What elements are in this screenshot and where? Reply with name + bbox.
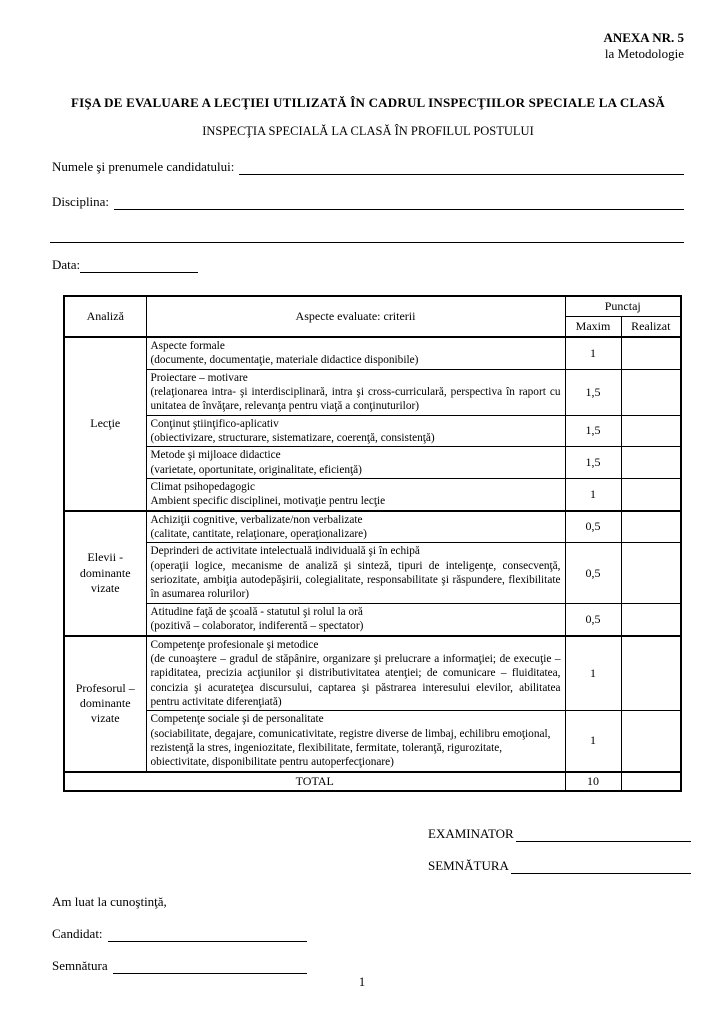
- annex-methodology: la Metodologie: [604, 46, 684, 62]
- achieved-score-cell: [621, 711, 681, 772]
- discipline-blank-line: [114, 195, 684, 210]
- criterion-detail: (operaţii logice, mecanisme de analiză şi sinteză, tipuri de inteligenţe, consecvenţă, seriozitate, ambiţia autodepăşirii, colegialitate, responsabilitate şi răspundere, flexibilitate în asumarea rolurilor): [150, 559, 561, 601]
- criterion-detail: (de cunoaştere – gradul de stăpânire, organizare şi prelucrare a informaţiei; de execuţie – rapiditatea, precizia acţiunilor şi distributivitatea atenţiei; de comunicare – fluiditatea, concizia şi acurateţea discursului, captarea şi păstrarea interesului elevilor, abilitatea pentru activitate diferenţiată): [150, 652, 561, 708]
- header-analysis: Analiză: [64, 296, 146, 337]
- candidate-field: [52, 926, 307, 942]
- candidate-signature-field: [52, 958, 307, 974]
- criterion-detail: (calitate, cantitate, relaţionare, operaţionalizare): [150, 528, 367, 541]
- criteria-cell: [146, 511, 565, 543]
- document-title: FIŞA DE EVALUARE A LECŢIEI UTILIZATĂ ÎN CADRUL INSPECŢIILOR SPECIALE LA CLASĂ: [71, 94, 665, 110]
- group-label-line: dominante: [79, 695, 131, 710]
- group-label-line: Elevii -: [87, 550, 124, 565]
- max-score-cell: 1,5: [565, 447, 621, 479]
- criteria-cell: [146, 337, 565, 369]
- table-header: [64, 296, 681, 337]
- examiner-signature-label: SEMNĂTURA: [428, 857, 509, 873]
- max-score-cell: 0,5: [565, 543, 621, 603]
- max-score-cell: 1,5: [565, 415, 621, 447]
- achieved-score-cell: [621, 511, 681, 543]
- criterion-title: Achiziţii cognitive, verbalizate/non verbalizate: [150, 513, 363, 526]
- discipline-label: Disciplina:: [52, 193, 110, 209]
- criterion-detail: (pozitivă – colaborator, indiferentă – spectator): [150, 620, 364, 633]
- date-blank-line: [80, 258, 198, 273]
- criteria-cell: [146, 369, 565, 415]
- achieved-score-cell: [621, 603, 681, 635]
- table-row: [64, 479, 681, 511]
- criterion-title: Metode şi mijloace didactice: [150, 449, 281, 462]
- examiner-block: [428, 826, 691, 874]
- criteria-cell: [146, 479, 565, 511]
- group-students: [64, 511, 681, 636]
- candidate-name-label: Numele şi prenumele candidatului:: [52, 158, 235, 174]
- examiner-field: [428, 826, 691, 842]
- criteria-cell: [146, 415, 565, 447]
- total-achieved-cell: [621, 772, 681, 791]
- annex-number: ANEXA NR. 5: [603, 30, 684, 45]
- examiner-blank-line: [516, 827, 691, 842]
- criterion-detail: (documente, documentaţie, materiale didactice disponibile): [150, 354, 419, 367]
- criteria-cell: [146, 603, 565, 635]
- group-label-line: vizate: [90, 580, 120, 595]
- criteria-cell: [146, 543, 565, 603]
- criterion-detail: (sociabilitate, degajare, comunicativitate, registre diverse de limbaj, echilibru emoţional, rezistenţă la stres, ingeniozitate, flexibilitate, fermitate, toleranţă, rigurozitate, obiectivitate, disponibilitate pentru autoperfecţionare): [150, 727, 551, 769]
- achieved-score-cell: [621, 479, 681, 511]
- header-max: Maxim: [565, 316, 621, 337]
- total-row: [64, 772, 681, 791]
- max-score-cell: 1: [565, 711, 621, 772]
- criterion-detail: (obiectivizare, structurare, sistematizare, coerenţă, consistenţă): [150, 432, 435, 445]
- group-label-line: vizate: [90, 711, 120, 726]
- total-label: TOTAL: [64, 772, 565, 791]
- table-row: [64, 415, 681, 447]
- criterion-detail: Ambient specific disciplinei, motivaţie pentru lecţie: [150, 495, 386, 508]
- criteria-cell: [146, 711, 565, 772]
- criterion-detail: (varietate, oportunitate, originalitate, eficienţă): [150, 463, 362, 476]
- table-row: [64, 543, 681, 603]
- achieved-score-cell: [621, 543, 681, 603]
- date-label: Data:: [52, 256, 81, 272]
- max-score-cell: 0,5: [565, 511, 621, 543]
- criterion-detail: (relaţionarea intra- şi interdisciplinară, intra şi cross-curriculară, perspectiva în raport cu unitatea de învăţare, relevanţa pentru viaţă a conţinuturilor): [150, 386, 561, 413]
- criteria-cell: [146, 636, 565, 711]
- table-row: [64, 447, 681, 479]
- evaluation-table: [63, 295, 682, 792]
- max-score-cell: 1: [565, 479, 621, 511]
- candidate-name-blank-line: [239, 160, 684, 175]
- table-row: [64, 369, 681, 415]
- max-score-cell: 1,5: [565, 369, 621, 415]
- max-score-cell: 1: [565, 337, 621, 369]
- discipline-field: [52, 194, 684, 210]
- criterion-title: Competenţe profesionale şi metodice: [150, 638, 319, 651]
- achieved-score-cell: [621, 636, 681, 711]
- achieved-score-cell: [621, 415, 681, 447]
- page-number: 1: [358, 975, 366, 989]
- achieved-score-cell: [621, 369, 681, 415]
- total-max-cell: 10: [565, 772, 621, 791]
- criterion-title: Aspecte formale: [150, 339, 225, 352]
- group-label-line: Lecţie: [90, 416, 121, 431]
- max-score-cell: 0,5: [565, 603, 621, 635]
- candidate-blank-line: [108, 927, 307, 942]
- criteria-cell: [146, 447, 565, 479]
- total-section: [64, 772, 681, 791]
- header-criteria: Aspecte evaluate: criterii: [146, 296, 565, 337]
- acknowledgement-block: [52, 894, 307, 974]
- achieved-score-cell: [621, 337, 681, 369]
- criterion-title: Conţinut ştiinţifico-aplicativ: [150, 417, 279, 430]
- criterion-title: Deprinderi de activitate intelectuală individuală şi în echipă: [150, 545, 420, 558]
- examiner-signature-field: [428, 858, 691, 874]
- header-score: Punctaj: [565, 296, 681, 317]
- group-label-line: dominante: [79, 565, 131, 580]
- table-row: [64, 337, 681, 369]
- annex-reference: [52, 30, 684, 63]
- discipline-continuation-line: [50, 228, 684, 243]
- date-field: [52, 257, 684, 273]
- criterion-title: Climat psihopedagogic: [150, 481, 255, 494]
- candidate-label: Candidat:: [52, 925, 103, 941]
- group-teacher: [64, 636, 681, 772]
- candidate-name-field: [52, 159, 684, 175]
- criterion-title: Atitudine faţă de şcoală - statutul şi rolul la oră: [150, 605, 363, 618]
- table-row: [64, 636, 681, 711]
- criterion-title: Proiectare – motivare: [150, 371, 248, 384]
- table-row: [64, 603, 681, 635]
- group-label-line: Profesorul –: [75, 680, 135, 695]
- document-subtitle: INSPECŢIA SPECIALĂ LA CLASĂ ÎN PROFILUL POSTULUI: [202, 123, 534, 138]
- acknowledgement-text: Am luat la cunoştinţă,: [52, 893, 167, 909]
- group-lesson: [64, 337, 681, 511]
- candidate-signature-blank-line: [113, 959, 307, 974]
- group-label-teacher: [64, 636, 146, 772]
- header-achieved: Realizat: [621, 316, 681, 337]
- group-label-lesson: [64, 337, 146, 511]
- table-row: [64, 511, 681, 543]
- examiner-label: EXAMINATOR: [428, 825, 514, 841]
- group-label-students: [64, 511, 146, 636]
- examiner-signature-blank-line: [511, 859, 691, 874]
- achieved-score-cell: [621, 447, 681, 479]
- criterion-title: Competenţe sociale şi de personalitate: [150, 713, 324, 726]
- table-row: [64, 711, 681, 772]
- max-score-cell: 1: [565, 636, 621, 711]
- candidate-signature-label: Semnătura: [52, 957, 108, 973]
